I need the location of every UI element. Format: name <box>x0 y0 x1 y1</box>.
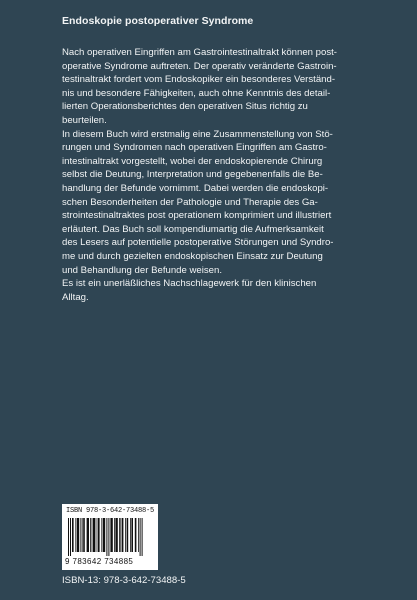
barcode-bar <box>72 518 74 552</box>
barcode-bar <box>103 518 105 552</box>
barcode-bar <box>77 518 79 552</box>
blurb-line: Alltag. <box>62 291 89 303</box>
barcode-bar <box>92 518 93 552</box>
blurb-line: handlung der Befunde vornimmt. Dabei werden die endoskopi- <box>62 182 329 194</box>
blurb-line: lierten Operationsberichtes den operativen Situs richtig zu <box>62 101 308 113</box>
barcode-bar <box>140 518 141 556</box>
blurb-line: testinaltrakt fordert vom Endoskopiker ein besonderes Verständ- <box>62 74 336 86</box>
barcode-bar <box>68 518 69 556</box>
barcode-isbn-label: ISBN 978-3-642-73488-5 <box>66 507 155 515</box>
isbn-footer: ISBN-13: 978-3-642-73488-5 <box>62 575 186 586</box>
barcode-bar <box>70 518 71 556</box>
blurb-line: Es ist ein unerläßliches Nachschlagewerk für den klinischen <box>62 278 317 290</box>
barcode-bar <box>120 518 121 552</box>
barcode-bar <box>125 518 126 552</box>
barcode-bar <box>97 518 98 552</box>
blurb-line: des Lesers auf potentielle postoperative Störungen und Syndro- <box>62 237 334 249</box>
barcode-bar <box>130 518 131 552</box>
blurb-line: erläutert. Das Buch soll kompendiumartig die Aufmerksamkeit <box>62 223 324 235</box>
barcode-bar <box>101 518 102 552</box>
barcode-bar <box>114 518 115 552</box>
barcode-bar <box>119 518 120 552</box>
barcode-bars <box>68 518 154 556</box>
book-title: Endoskopie postoperativer Syndrome <box>62 15 254 27</box>
blurb-line: Nach operativen Eingriffen am Gastrointestinaltrakt können post- <box>62 47 337 58</box>
blurb-line: schen Besonderheiten der Pathologie und Therapie des Ga- <box>62 196 318 208</box>
blurb-line: beurteilen. <box>62 114 107 126</box>
blurb-text <box>62 46 364 304</box>
barcode-bar <box>82 518 83 552</box>
barcode-bar <box>80 518 81 552</box>
barcode-bar <box>115 518 117 552</box>
barcode-bar <box>106 518 107 556</box>
barcode-bar <box>142 518 143 556</box>
barcode-bar <box>90 518 91 552</box>
barcode-bar <box>98 518 100 552</box>
barcode-bar <box>138 518 139 552</box>
barcode-bar <box>83 518 85 552</box>
barcode-bar <box>87 518 89 552</box>
barcode-bar <box>108 518 109 556</box>
barcode-bar <box>122 518 124 552</box>
blurb-line: operative Syndrome auftreten. Der operativ veränderte Gastroin- <box>62 60 337 72</box>
blurb-line: me und durch gezielten endoskopischen Einsatz zur Deutung <box>62 250 323 262</box>
barcode <box>62 504 158 570</box>
barcode-bar <box>127 518 129 552</box>
barcode-digits: 9 783642 734885 <box>65 557 134 566</box>
barcode-bar <box>131 518 133 552</box>
blurb-line: strointestinaltraktes post operationem komprimiert und illustriert <box>62 210 332 222</box>
blurb-line: In diesem Buch wird erstmalig eine Zusammenstellung von Stö- <box>62 128 333 140</box>
blurb-line: intestinaltrakt vorgestellt, wobei der endoskopierende Chirurg <box>62 155 323 167</box>
blurb-line: selbst die Deutung, Interpretation und gegebenenfalls die Be- <box>62 169 323 181</box>
barcode-bar <box>110 518 112 552</box>
barcode-bar <box>135 518 137 552</box>
blurb-line: und Behandlung der Befunde weisen. <box>62 264 223 276</box>
barcode-bar <box>75 518 76 552</box>
barcode-bar <box>93 518 95 552</box>
blurb-line: nis und besondere Fähigkeiten, auch ohne Kenntnis des detail- <box>62 87 331 99</box>
blurb-line: rungen und Syndromen nach operativen Eingriffen am Gastro- <box>62 142 327 154</box>
